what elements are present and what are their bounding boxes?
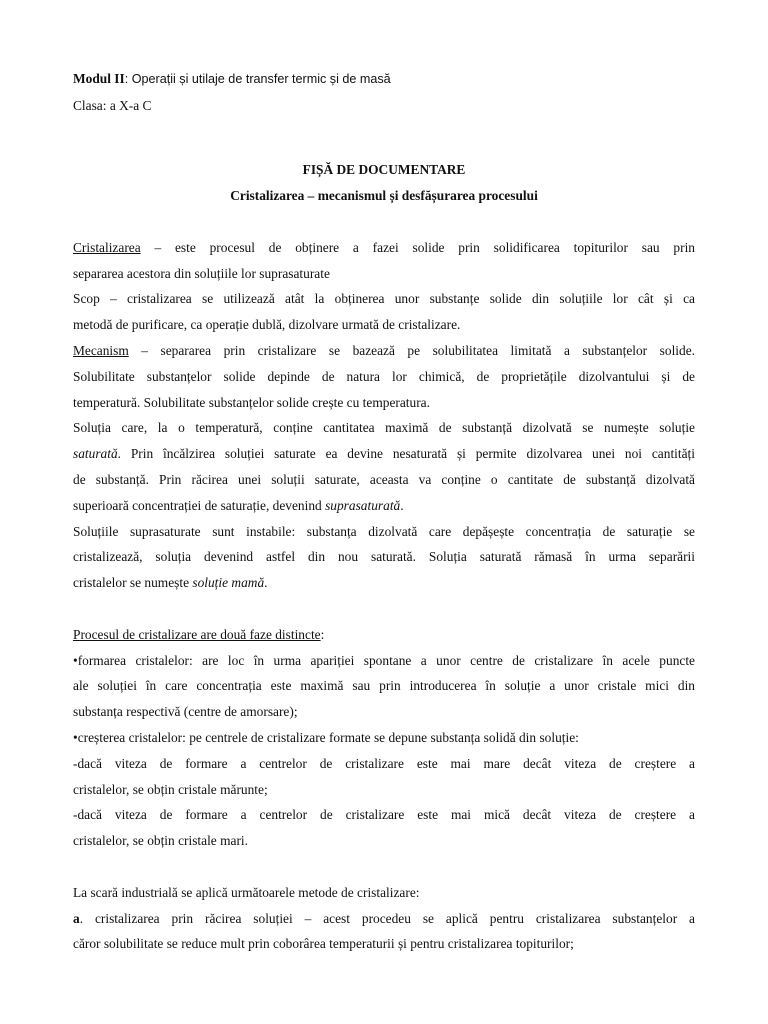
phases-section: Procesul de cristalizare are două faze distincte: •formarea cristalelor: are loc în urma apariției spontane a unor centre de cristalizare în acele puncte ale soluției în care concentrația este maximă sau prin introducerea în soluție a unor cristale mici din substanța respectivă (centre de amorsare); •creșterea cristalelor: pe centrele de cristalizare formate se depune substanța solidă din soluție: -dacă viteza de formare a centrelor de cristalizare este mai mare decât viteza de creștere a cristalelor, se obțin cristale mărunte; -dacă viteza de formare a centrelor de cristalizare este mai mică decât viteza de creștere a cristalelor, se obțin cristale mari. — [73, 622, 695, 854]
method-a-label: a — [73, 910, 80, 926]
mechanism-term: Mecanism — [73, 342, 129, 358]
module-line — [73, 66, 695, 93]
scope-paragraph: Scop – cristalizarea se utilizează atât la obținerea unor substanțe solide din soluțiile lor cât și ca metodă de purificare, ca operație dublă, dizolvare urmată de cristalizare. — [73, 291, 695, 333]
methods-section: La scară industrială se aplică următoarele metode de cristalizare: a. cristalizarea prin răcirea soluției – acest procedeu se aplică pentru cristalizarea substanțelor a căror solubilitate se reduce mult prin coborârea temperaturii și pentru cristalizarea topiturilor; — [73, 884, 695, 952]
term-saturata: saturată — [73, 446, 118, 462]
saturated-solution-paragraph: Soluția care, la o temperatură, conține cantitatea maximă de substanță dizolvată se numește soluție saturată. Prin încălzirea soluției saturate ea devine nesaturată și permite dizolvarea unei noi cantități de substanță. Prin răcirea unei soluții saturate, aceasta va conține o cantitate de substanță dizolvată superioară concentrației de saturație, devenind suprasaturată. — [73, 420, 695, 513]
document-body — [73, 66, 695, 957]
mechanism-paragraph: Mecanism – separarea prin cristalizare se bazează pe solubilitatea limitată a substanțelor solide. Solubilitate substanțelor solide depinde de natura lor chimică, de proprietățile dizolvantului și de temperatură. Solubilitate substanțelor solide crește cu temperatura. — [73, 342, 695, 410]
definition-term: Cristalizarea — [73, 239, 141, 255]
definition-paragraph: Cristalizarea – este procesul de obținere a fazei solide prin solidificarea topiturilor sau prin separarea acestora din soluțiile lor suprasaturate — [73, 239, 695, 281]
class-line: Clasa: a X-a C — [73, 97, 152, 113]
module-title: : Operații și utilaje de transfer termic și de masă — [124, 72, 391, 86]
module-label: Modul II — [73, 71, 125, 86]
document-subtitle: Cristalizarea – mecanismul și desfășurarea procesului — [230, 188, 538, 204]
document-title: FIȘĂ DE DOCUMENTARE — [302, 162, 466, 178]
term-suprasaturata: suprasaturată — [325, 497, 401, 513]
term-solutie-mama: soluție mamă — [192, 575, 265, 591]
supersaturated-paragraph: Soluțiile suprasaturate sunt instabile: substanța dizolvată care depășește concentrația de saturație se cristalizează, soluția devenind astfel din nou saturată. Soluția saturată rămasă în urma separării cristalelor se numește soluție mamă. — [73, 523, 695, 591]
phases-heading: Procesul de cristalizare are două faze distincte: — [73, 626, 325, 642]
